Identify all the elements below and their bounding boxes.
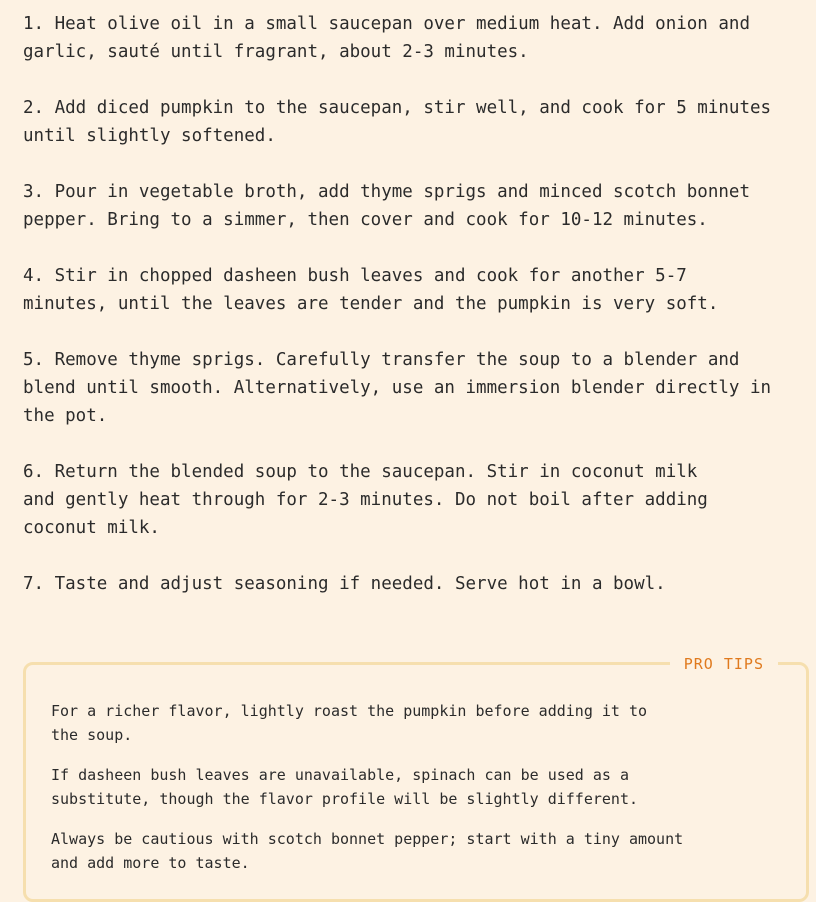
pro-tips-label: PRO TIPS	[670, 654, 778, 674]
instruction-step-3: 3. Pour in vegetable broth, add thyme sprigs and minced scotch bonnet pepper. Bring to a simmer, then cover and cook for 10-12 minutes.	[23, 182, 750, 230]
pro-tip-1: For a richer flavor, lightly roast the pumpkin before adding it to the soup.	[51, 702, 648, 744]
instruction-step-6: 6. Return the blended soup to the saucepan. Stir in coconut milk and gently heat through for 2-3 minutes. Do not boil after adding coconut milk.	[23, 462, 708, 538]
pro-tips-list	[51, 699, 771, 891]
instruction-step-7: 7. Taste and adjust seasoning if needed. Serve hot in a bowl.	[23, 574, 666, 594]
instruction-step-4: 4. Stir in chopped dasheen bush leaves and cook for another 5-7 minutes, until the leaves are tender and the pumpkin is very soft.	[23, 266, 719, 314]
instructions-list	[23, 10, 813, 626]
pro-tips-box	[23, 655, 809, 902]
instruction-step-5: 5. Remove thyme sprigs. Carefully transfer the soup to a blender and blend until smooth. Alternatively, use an immersion blender directly in the pot.	[23, 350, 772, 426]
pro-tip-2: If dasheen bush leaves are unavailable, spinach can be used as a substitute, though the flavor profile will be slightly different.	[51, 766, 638, 808]
instruction-step-1: 1. Heat olive oil in a small saucepan over medium heat. Add onion and garlic, sauté until fragrant, about 2-3 minutes.	[23, 14, 750, 62]
pro-tip-3: Always be cautious with scotch bonnet pepper; start with a tiny amount and add more to taste.	[51, 830, 684, 872]
instruction-step-2: 2. Add diced pumpkin to the saucepan, stir well, and cook for 5 minutes until slightly softened.	[23, 98, 772, 146]
